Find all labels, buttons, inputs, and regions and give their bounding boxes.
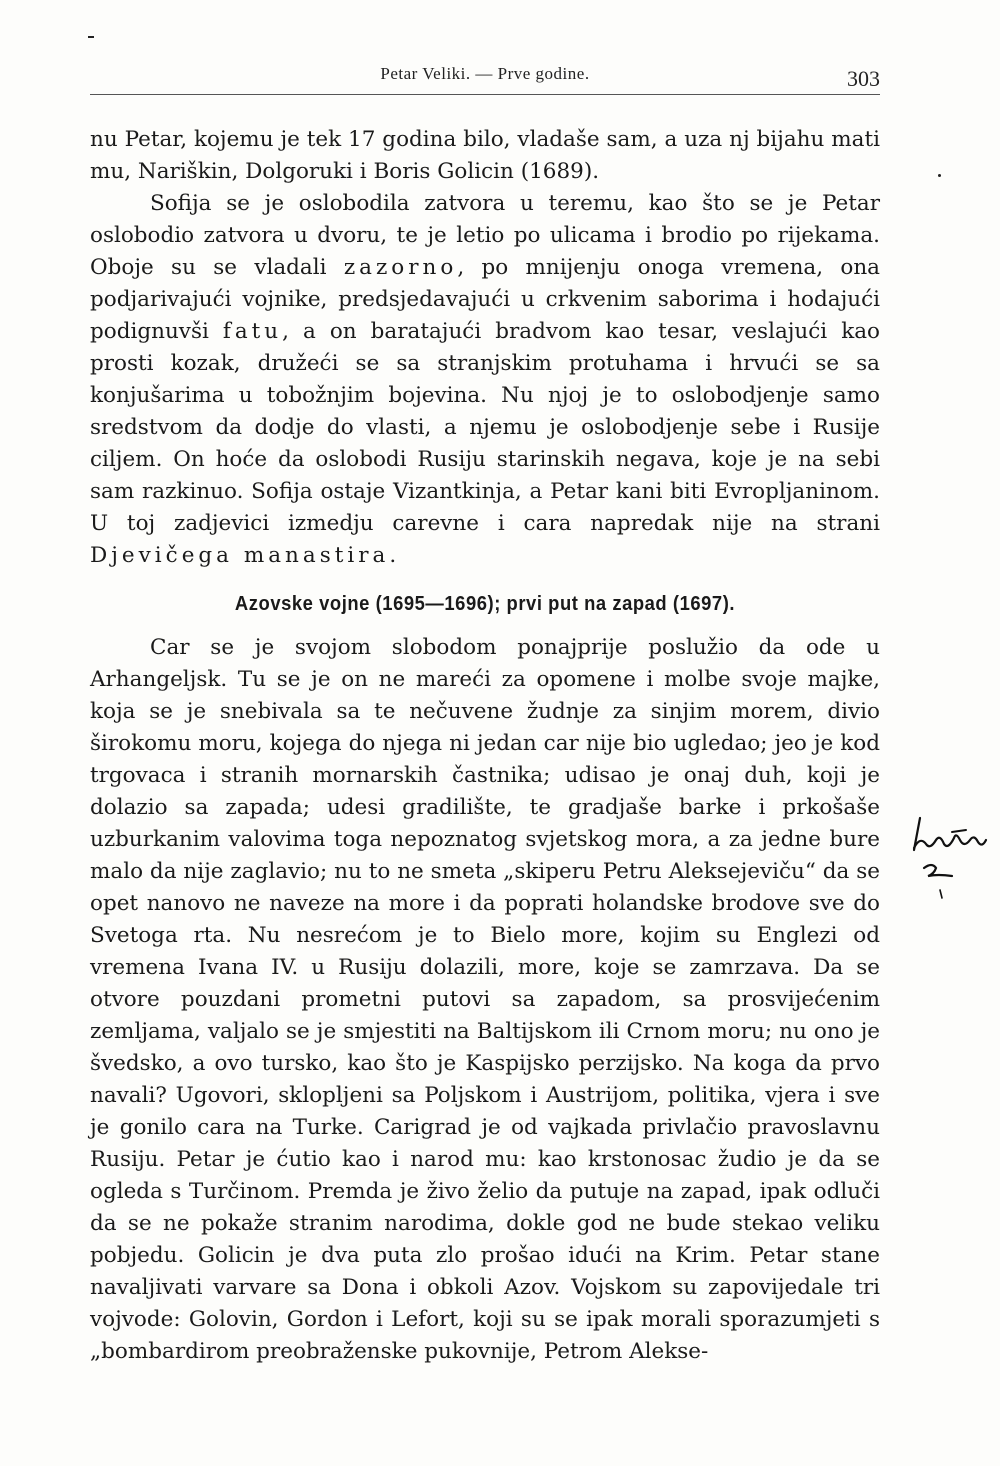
paragraph-text: , po mnijenju onoga vremena, ona podjarivajući vojnike, predsjedavajući u crkvenim saborima i hodajući podignuvši <box>90 255 880 344</box>
section-heading: Azovske vojne (1695—1696); prvi put na zapad (1697). <box>234 593 736 615</box>
spaced-emphasis: fatu <box>222 319 283 344</box>
paragraph-continuation: nu Petar, kojemu je tek 17 godina bilo, vladaše sam, a uza nj bijahu mati mu, Nariškin, Dolgoruki i Boris Golicin (1689). <box>90 127 880 184</box>
speck <box>938 174 941 177</box>
paragraph-azov: Car se je svojom slobodom ponajprije poslužio da ode u Arhangeljsk. Tu se je on ne mareći za opomene i molbe svoje majke, koja se je snebivala sa te nečuvene žudnje za sinjim morem, divio širokomu moru, kojega do njega ni jedan car nije bio ugledao; jeo je kod trgovaca i stranih mornarskih častnika; udisao je onaj duh, koji je dolazio sa zapada; udesi gradilište, te gradjaše barke i prkošaše uzburkanim valovima toga nepoznatog svjetskog mora, a za jedne bure malo da nije zaglavio; nu to ne smeta „skiperu Petru Aleksejeviču“ da se opet nanovo ne naveze na more i da poprati holandske brodove sve do Svetoga rta. Nu nesrećom je to Bielo more, kojim su Englezi od vremena Ivana IV. u Rusiju dolazili, more, koje se zamrzava. Da se otvore pouzdani prometni putovi sa zapadom, sa prosvijećenim zemljama, valjalo se je smjestiti na Baltijskom ili Crnom moru; nu ono je švedsko, a ovo tursko, kao što je Kaspijsko perzijsko. Na koga da prvo navali? Ugovori, sklopljeni sa Poljskom i Austrijom, politika, vjera i sve je gonilo cara na Turke. Carigrad je od vajkada privlačio pravoslavnu Rusiju. Petar je ćutio kao i narod mu: kao krstonosac žudio je da se ogleda s Turčinom. Premda je živo želio da putuje na zapad, ipak odluči da se ne pokaže stranim narodima, dokle god ne bude stekao veliku pobjedu. Golicin je dva puta zlo prošao idući na Krim. Petar stane navaljivati varvare sa Dona i obkoli Azov. Vojskom su zapovijedale tri vojvode: Golovin, Gordon i Lefort, koji su se ipak morali sporazumjeti s „bombardirom preobraženske pukovnije, Petrom Alekse- <box>90 635 880 1364</box>
running-head: Petar Veliki. — Prve godine. <box>380 64 590 83</box>
handwritten-margin-note <box>908 810 988 910</box>
speck <box>88 36 94 38</box>
page-header <box>90 64 880 94</box>
header-rule <box>90 94 880 95</box>
paragraph-text: Sofija se je oslobodila zatvora u teremu, kao što se je Petar oslobodio zatvora u dvoru, te je letio po ulicama i brodio po rijekama. Oboje su se vladali <box>90 191 880 280</box>
page-body <box>90 124 880 1368</box>
spaced-emphasis: Djevičega manastira <box>90 543 390 568</box>
paragraph-text: . <box>389 543 397 568</box>
spaced-emphasis: zazorno <box>343 255 458 280</box>
page-number: 303 <box>847 66 880 91</box>
paragraph-text: , a on baratajući bradvom kao tesar, veslajući kao prosti kozak, družeći se sa stranjskim protuhama i hrvući se sa konjušarima u tobožnjim bojevina. Nu njoj je to oslobodjenje samo sredstvom da dodje do vlasti, a njemu je oslobodjenje sebe i Rusije ciljem. On hoće da oslobodi Rusiju starinskih negava, koje je na sebi sam razkinuo. Sofija ostaje Vizantkinja, a Petar kani biti Evropljaninom. U toj zadjevici izmedju carevne i cara napredak nije na strani <box>90 319 880 536</box>
paragraph-sofija <box>90 188 880 572</box>
